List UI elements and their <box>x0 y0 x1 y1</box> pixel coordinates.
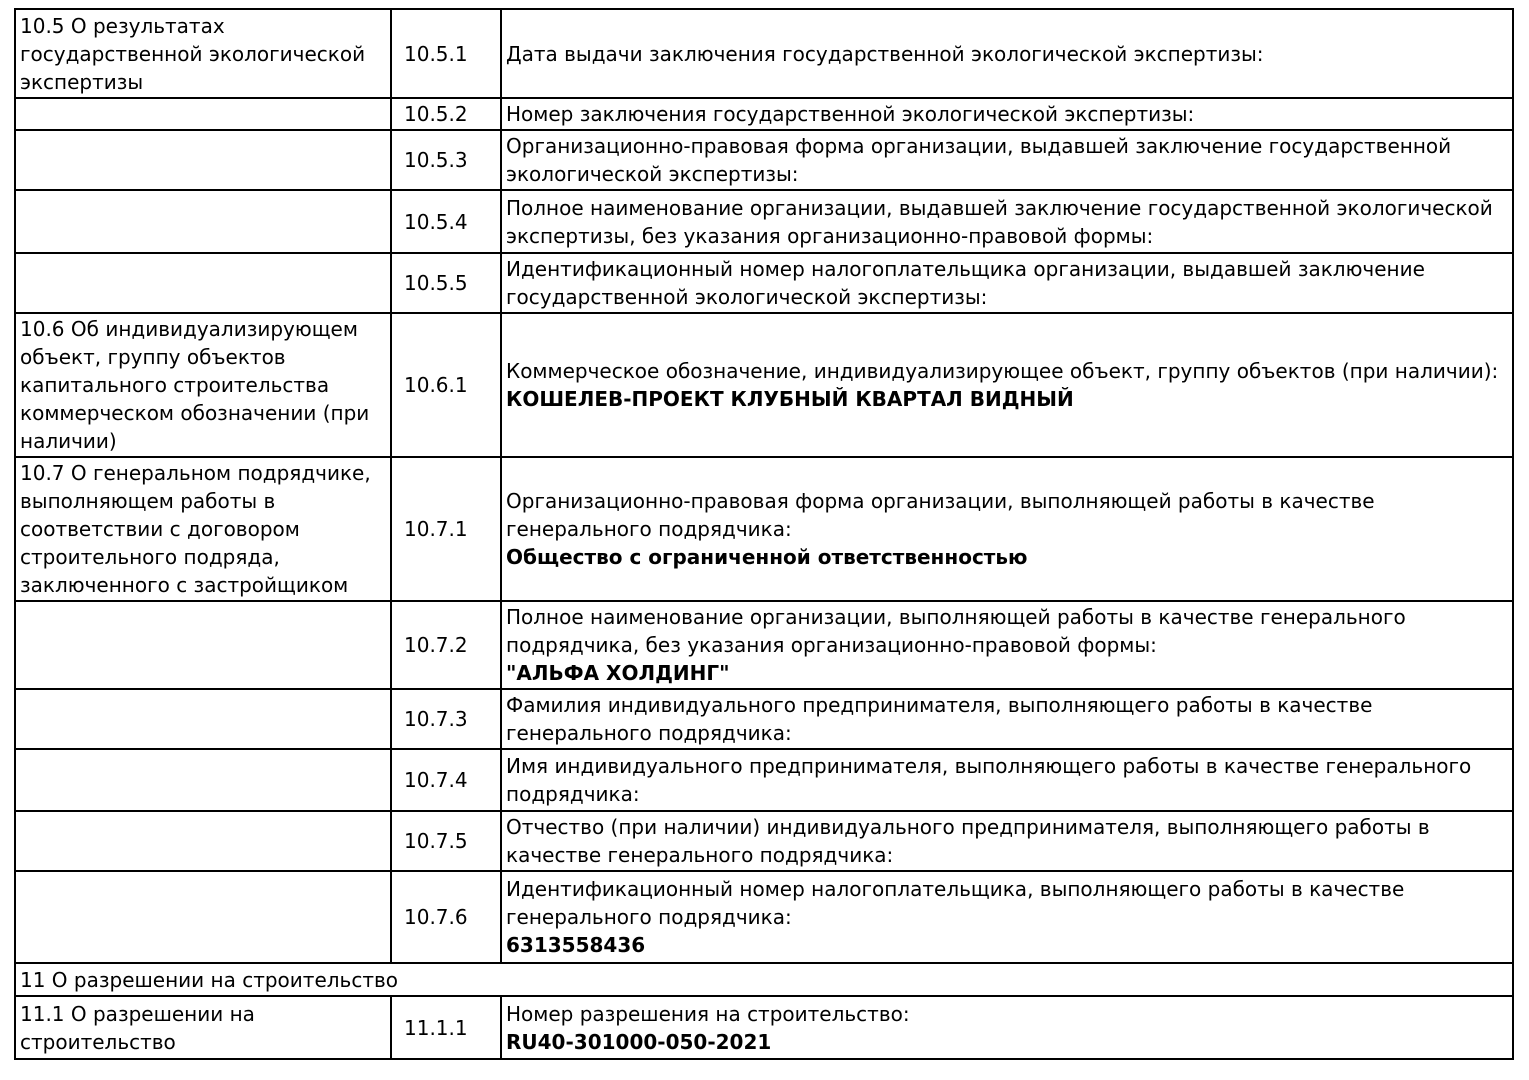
section-cell <box>15 190 391 253</box>
item-label: Фамилия индивидуального предпринимателя, выполняющего работы в качестве генерального подрядчика: <box>506 693 1373 745</box>
item-label: Организационно-правовая форма организации, выдавшей заключение государственной экологической экспертизы: <box>506 134 1452 186</box>
declaration-table <box>14 8 1514 1060</box>
section-cell <box>15 811 391 871</box>
section-cell: 10.6 Об индивидуализирующем объект, группу объектов капитального строительства коммерческом обозначении (при наличии) <box>15 313 391 457</box>
section-cell <box>15 689 391 749</box>
item-label: Отчество (при наличии) индивидуального предпринимателя, выполняющего работы в качестве генерального подрядчика: <box>506 815 1430 867</box>
table-row <box>15 871 1513 963</box>
item-content-cell <box>501 811 1513 871</box>
table-row <box>15 601 1513 689</box>
table-row <box>15 811 1513 871</box>
item-number-cell: 10.5.5 <box>391 253 501 313</box>
item-number-cell: 10.7.2 <box>391 601 501 689</box>
item-content-cell <box>501 190 1513 253</box>
section-cell <box>15 749 391 811</box>
item-content-cell <box>501 9 1513 98</box>
table-row <box>15 130 1513 190</box>
item-value: "АЛЬФА ХОЛДИНГ" <box>506 661 730 685</box>
table-row <box>15 996 1513 1059</box>
table-row <box>15 313 1513 457</box>
item-content-cell <box>501 313 1513 457</box>
table-body <box>15 9 1513 1059</box>
section-cell: 10.7 О генеральном подрядчике, выполняющем работы в соответствии с договором строительного подряда, заключенного с застройщиком <box>15 457 391 601</box>
item-value: RU40-301000-050-2021 <box>506 1029 772 1054</box>
item-label: Коммерческое обозначение, индивидуализирующее объект, группу объектов (при наличии): <box>506 359 1499 383</box>
item-label: Идентификационный номер налогоплательщика, выполняющего работы в качестве генерального подрядчика: <box>506 877 1405 929</box>
item-content-cell <box>501 457 1513 601</box>
item-value: 6313558436 <box>506 933 646 957</box>
table-row <box>15 963 1513 996</box>
table-row <box>15 253 1513 313</box>
item-label: Полное наименование организации, выполняющей работы в качестве генерального подрядчика, без указания организационно-правовой формы: <box>506 605 1406 657</box>
item-number-cell: 10.7.5 <box>391 811 501 871</box>
section-cell <box>15 98 391 130</box>
item-content-cell <box>501 749 1513 811</box>
item-content-cell <box>501 601 1513 689</box>
table-row <box>15 457 1513 601</box>
section-cell <box>15 130 391 190</box>
item-content-cell <box>501 996 1513 1059</box>
table-row <box>15 98 1513 130</box>
section-header-cell: 11 О разрешении на строительство <box>15 963 1513 996</box>
item-number-cell: 10.6.1 <box>391 313 501 457</box>
item-label: Имя индивидуального предпринимателя, выполняющего работы в качестве генерального подрядчика: <box>506 754 1472 806</box>
table-row <box>15 9 1513 98</box>
item-label: Дата выдачи заключения государственной экологической экспертизы: <box>506 41 1264 66</box>
item-label: Идентификационный номер налогоплательщика организации, выдавшей заключение государственной экологической экспертизы: <box>506 257 1425 309</box>
item-content-cell <box>501 253 1513 313</box>
item-number-cell: 10.5.2 <box>391 98 501 130</box>
section-cell <box>15 253 391 313</box>
item-value: КОШЕЛЕВ-ПРОЕКТ КЛУБНЫЙ КВАРТАЛ ВИДНЫЙ <box>506 387 1074 411</box>
item-number-cell: 10.5.3 <box>391 130 501 190</box>
item-label: Организационно-правовая форма организации, выполняющей работы в качестве генерального подрядчика: <box>506 489 1375 541</box>
section-cell <box>15 601 391 689</box>
table-row <box>15 190 1513 253</box>
item-content-cell <box>501 689 1513 749</box>
item-label: Номер заключения государственной экологической экспертизы: <box>506 102 1195 126</box>
section-cell: 10.5 О результатах государственной экологической экспертизы <box>15 9 391 98</box>
section-cell <box>15 871 391 963</box>
item-number-cell: 11.1.1 <box>391 996 501 1059</box>
item-number-cell: 10.7.3 <box>391 689 501 749</box>
item-number-cell: 10.7.6 <box>391 871 501 963</box>
table-row <box>15 749 1513 811</box>
item-number-cell: 10.7.4 <box>391 749 501 811</box>
item-label: Номер разрешения на строительство: <box>506 1001 910 1026</box>
item-content-cell <box>501 130 1513 190</box>
item-content-cell <box>501 871 1513 963</box>
item-value: Общество с ограниченной ответственностью <box>506 545 1028 569</box>
item-label: Полное наименование организации, выдавшей заключение государственной экологической экспертизы, без указания организационно-правовой формы: <box>506 195 1493 248</box>
item-number-cell: 10.7.1 <box>391 457 501 601</box>
table-row <box>15 689 1513 749</box>
item-number-cell: 10.5.4 <box>391 190 501 253</box>
item-number-cell: 10.5.1 <box>391 9 501 98</box>
section-cell: 11.1 О разрешении на строительство <box>15 996 391 1059</box>
item-content-cell <box>501 98 1513 130</box>
